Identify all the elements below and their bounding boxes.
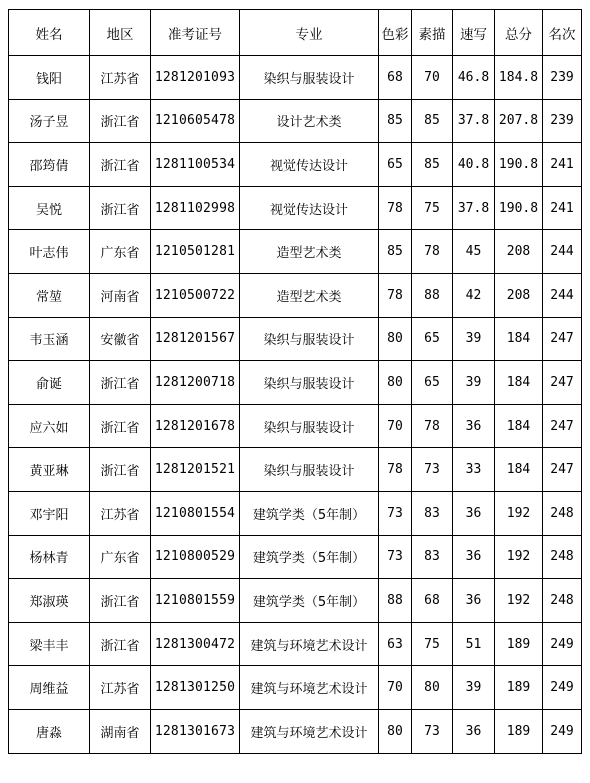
- cell-region: 湖南省: [90, 709, 151, 753]
- cell-color: 80: [379, 361, 412, 405]
- cell-exam-id: 1281200718: [151, 361, 240, 405]
- cell-sketch: 80: [412, 666, 453, 710]
- cell-color: 73: [379, 535, 412, 579]
- cell-total: 184: [495, 448, 543, 492]
- cell-name: 汤子昱: [9, 99, 90, 143]
- cell-name: 邵筠倩: [9, 143, 90, 187]
- cell-total: 184.8: [495, 56, 543, 100]
- cell-quick-sketch: 36: [453, 491, 495, 535]
- cell-total: 192: [495, 579, 543, 623]
- cell-quick-sketch: 39: [453, 361, 495, 405]
- cell-sketch: 85: [412, 99, 453, 143]
- cell-total: 189: [495, 709, 543, 753]
- cell-region: 浙江省: [90, 448, 151, 492]
- cell-exam-id: 1281301250: [151, 666, 240, 710]
- cell-name: 邓宇阳: [9, 491, 90, 535]
- cell-region: 浙江省: [90, 361, 151, 405]
- cell-exam-id: 1210800529: [151, 535, 240, 579]
- cell-region: 浙江省: [90, 579, 151, 623]
- cell-quick-sketch: 37.8: [453, 186, 495, 230]
- header-name: 姓名: [9, 10, 90, 56]
- cell-name: 周维益: [9, 666, 90, 710]
- cell-sketch: 78: [412, 404, 453, 448]
- cell-quick-sketch: 46.8: [453, 56, 495, 100]
- header-region: 地区: [90, 10, 151, 56]
- cell-rank: 248: [543, 491, 582, 535]
- cell-name: 黄亚琳: [9, 448, 90, 492]
- cell-exam-id: 1210801559: [151, 579, 240, 623]
- cell-sketch: 65: [412, 317, 453, 361]
- cell-major: 建筑与环境艺术设计: [240, 666, 379, 710]
- cell-color: 78: [379, 273, 412, 317]
- table-row: [9, 448, 582, 492]
- cell-sketch: 85: [412, 143, 453, 187]
- table-row: [9, 579, 582, 623]
- cell-sketch: 75: [412, 186, 453, 230]
- cell-sketch: 83: [412, 491, 453, 535]
- cell-quick-sketch: 37.8: [453, 99, 495, 143]
- cell-region: 广东省: [90, 535, 151, 579]
- cell-total: 184: [495, 361, 543, 405]
- cell-rank: 247: [543, 448, 582, 492]
- cell-quick-sketch: 33: [453, 448, 495, 492]
- cell-quick-sketch: 36: [453, 709, 495, 753]
- cell-major: 视觉传达设计: [240, 186, 379, 230]
- cell-quick-sketch: 39: [453, 666, 495, 710]
- cell-major: 建筑与环境艺术设计: [240, 622, 379, 666]
- header-major: 专业: [240, 10, 379, 56]
- cell-rank: 244: [543, 230, 582, 274]
- cell-major: 染织与服装设计: [240, 317, 379, 361]
- cell-rank: 248: [543, 579, 582, 623]
- cell-sketch: 70: [412, 56, 453, 100]
- cell-color: 80: [379, 317, 412, 361]
- cell-name: 钱阳: [9, 56, 90, 100]
- cell-total: 207.8: [495, 99, 543, 143]
- cell-sketch: 68: [412, 579, 453, 623]
- cell-region: 浙江省: [90, 404, 151, 448]
- cell-color: 88: [379, 579, 412, 623]
- cell-exam-id: 1210605478: [151, 99, 240, 143]
- cell-major: 建筑学类（5年制）: [240, 535, 379, 579]
- cell-major: 染织与服装设计: [240, 448, 379, 492]
- table-row: [9, 622, 582, 666]
- cell-region: 河南省: [90, 273, 151, 317]
- table-body: [9, 56, 582, 754]
- cell-name: 唐淼: [9, 709, 90, 753]
- cell-rank: 247: [543, 404, 582, 448]
- cell-rank: 248: [543, 535, 582, 579]
- cell-major: 建筑学类（5年制）: [240, 491, 379, 535]
- header-quick-sketch: 速写: [453, 10, 495, 56]
- cell-quick-sketch: 39: [453, 317, 495, 361]
- cell-rank: 239: [543, 56, 582, 100]
- table-row: [9, 186, 582, 230]
- cell-exam-id: 1210501281: [151, 230, 240, 274]
- cell-exam-id: 1281102998: [151, 186, 240, 230]
- cell-name: 应六如: [9, 404, 90, 448]
- cell-major: 建筑学类（5年制）: [240, 579, 379, 623]
- cell-region: 广东省: [90, 230, 151, 274]
- cell-total: 190.8: [495, 143, 543, 187]
- table-row: [9, 535, 582, 579]
- cell-quick-sketch: 36: [453, 579, 495, 623]
- scores-table: [8, 9, 582, 754]
- cell-name: 韦玉涵: [9, 317, 90, 361]
- cell-rank: 239: [543, 99, 582, 143]
- cell-rank: 249: [543, 709, 582, 753]
- cell-color: 73: [379, 491, 412, 535]
- cell-name: 吴悦: [9, 186, 90, 230]
- cell-rank: 249: [543, 622, 582, 666]
- cell-name: 叶志伟: [9, 230, 90, 274]
- table-header-row: [9, 10, 582, 56]
- cell-color: 65: [379, 143, 412, 187]
- cell-major: 造型艺术类: [240, 230, 379, 274]
- cell-color: 70: [379, 404, 412, 448]
- cell-major: 建筑与环境艺术设计: [240, 709, 379, 753]
- cell-total: 192: [495, 535, 543, 579]
- cell-total: 192: [495, 491, 543, 535]
- cell-sketch: 73: [412, 709, 453, 753]
- cell-rank: 249: [543, 666, 582, 710]
- cell-color: 78: [379, 186, 412, 230]
- cell-rank: 244: [543, 273, 582, 317]
- cell-total: 208: [495, 273, 543, 317]
- cell-name: 俞诞: [9, 361, 90, 405]
- cell-color: 80: [379, 709, 412, 753]
- table-row: [9, 143, 582, 187]
- cell-exam-id: 1281301673: [151, 709, 240, 753]
- cell-name: 杨林青: [9, 535, 90, 579]
- cell-sketch: 78: [412, 230, 453, 274]
- cell-quick-sketch: 36: [453, 535, 495, 579]
- cell-major: 染织与服装设计: [240, 361, 379, 405]
- header-color: 色彩: [379, 10, 412, 56]
- header-total: 总分: [495, 10, 543, 56]
- cell-color: 78: [379, 448, 412, 492]
- cell-rank: 241: [543, 186, 582, 230]
- table-row: [9, 273, 582, 317]
- cell-sketch: 73: [412, 448, 453, 492]
- cell-exam-id: 1281201678: [151, 404, 240, 448]
- cell-quick-sketch: 40.8: [453, 143, 495, 187]
- cell-color: 85: [379, 99, 412, 143]
- header-sketch: 素描: [412, 10, 453, 56]
- cell-exam-id: 1210500722: [151, 273, 240, 317]
- cell-region: 安徽省: [90, 317, 151, 361]
- table-row: [9, 99, 582, 143]
- cell-total: 189: [495, 622, 543, 666]
- cell-region: 浙江省: [90, 186, 151, 230]
- cell-color: 85: [379, 230, 412, 274]
- cell-exam-id: 1281300472: [151, 622, 240, 666]
- cell-rank: 247: [543, 317, 582, 361]
- cell-quick-sketch: 42: [453, 273, 495, 317]
- cell-major: 染织与服装设计: [240, 404, 379, 448]
- cell-major: 视觉传达设计: [240, 143, 379, 187]
- cell-color: 70: [379, 666, 412, 710]
- table-row: [9, 666, 582, 710]
- header-rank: 名次: [543, 10, 582, 56]
- table-row: [9, 56, 582, 100]
- cell-region: 浙江省: [90, 99, 151, 143]
- cell-region: 浙江省: [90, 143, 151, 187]
- cell-exam-id: 1281201567: [151, 317, 240, 361]
- cell-color: 63: [379, 622, 412, 666]
- cell-total: 184: [495, 404, 543, 448]
- cell-name: 郑淑瑛: [9, 579, 90, 623]
- header-exam-id: 准考证号: [151, 10, 240, 56]
- cell-quick-sketch: 51: [453, 622, 495, 666]
- cell-region: 江苏省: [90, 666, 151, 710]
- table-row: [9, 709, 582, 753]
- cell-region: 江苏省: [90, 491, 151, 535]
- cell-sketch: 65: [412, 361, 453, 405]
- cell-name: 常堃: [9, 273, 90, 317]
- cell-quick-sketch: 36: [453, 404, 495, 448]
- cell-exam-id: 1281201521: [151, 448, 240, 492]
- cell-region: 江苏省: [90, 56, 151, 100]
- cell-total: 190.8: [495, 186, 543, 230]
- cell-rank: 247: [543, 361, 582, 405]
- cell-exam-id: 1210801554: [151, 491, 240, 535]
- table-row: [9, 491, 582, 535]
- cell-total: 184: [495, 317, 543, 361]
- cell-rank: 241: [543, 143, 582, 187]
- cell-sketch: 88: [412, 273, 453, 317]
- cell-total: 208: [495, 230, 543, 274]
- cell-major: 设计艺术类: [240, 99, 379, 143]
- cell-region: 浙江省: [90, 622, 151, 666]
- cell-total: 189: [495, 666, 543, 710]
- cell-exam-id: 1281100534: [151, 143, 240, 187]
- cell-major: 造型艺术类: [240, 273, 379, 317]
- cell-quick-sketch: 45: [453, 230, 495, 274]
- cell-sketch: 75: [412, 622, 453, 666]
- cell-major: 染织与服装设计: [240, 56, 379, 100]
- cell-sketch: 83: [412, 535, 453, 579]
- cell-color: 68: [379, 56, 412, 100]
- table-row: [9, 317, 582, 361]
- cell-name: 梁丰丰: [9, 622, 90, 666]
- table-row: [9, 230, 582, 274]
- table-row: [9, 404, 582, 448]
- table-row: [9, 361, 582, 405]
- cell-exam-id: 1281201093: [151, 56, 240, 100]
